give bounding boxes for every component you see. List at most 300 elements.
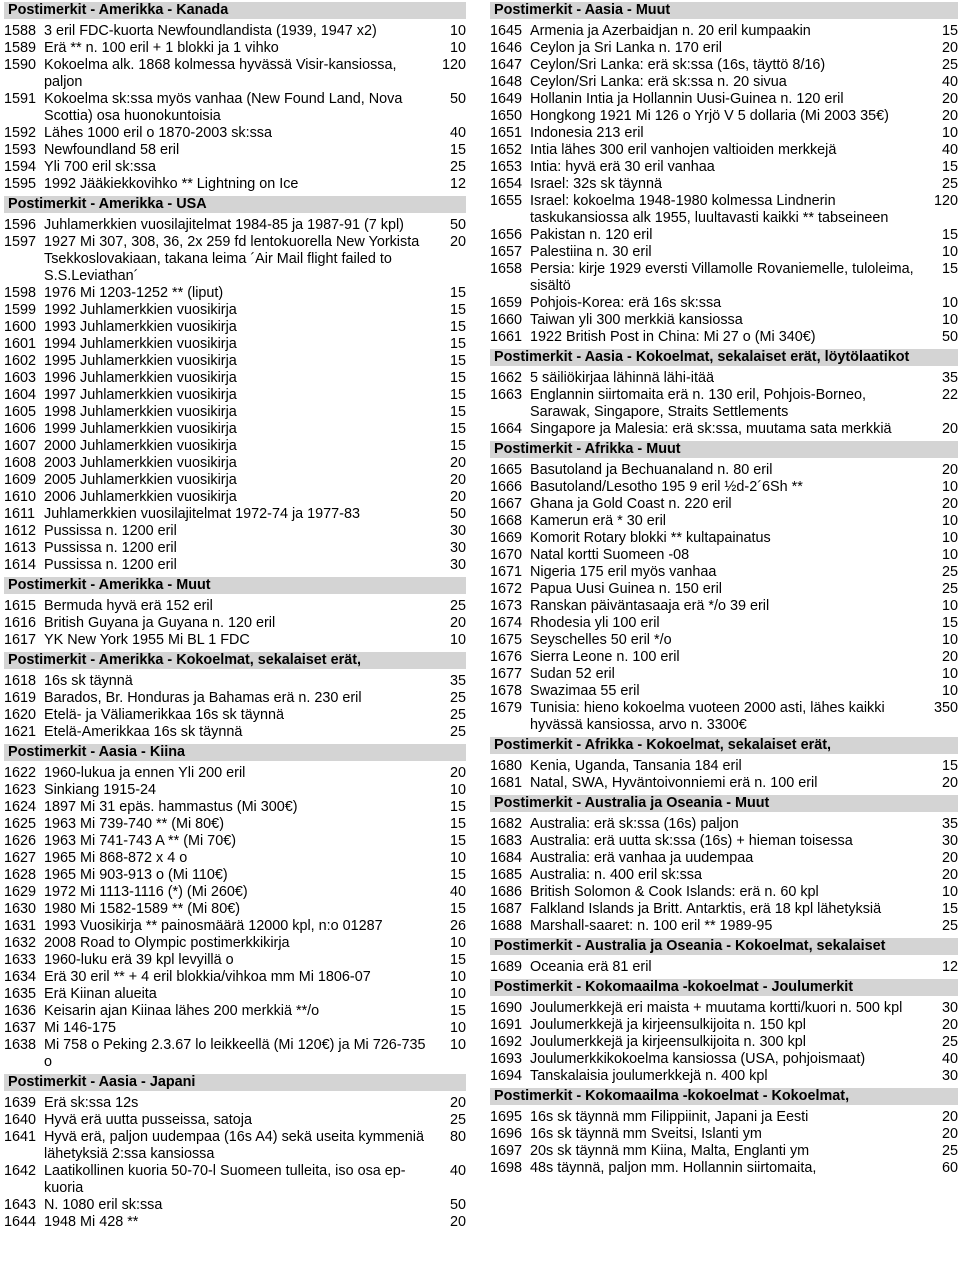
lot-number: 1680 (490, 758, 523, 774)
lot-row (4, 387, 466, 404)
lot-row (4, 540, 466, 557)
lot-price: 10 (449, 23, 466, 39)
lot-price: 15 (449, 285, 466, 301)
lot-number: 1645 (490, 23, 523, 39)
lot-price: 25 (449, 598, 466, 614)
lot-description: 1963 Mi 741-743 A ** (Mi 70€) (44, 833, 236, 849)
lot-row (4, 690, 466, 707)
lot-price: 10 (449, 40, 466, 56)
lot-price: 15 (449, 1003, 466, 1019)
lot-description: Etelä- ja Väliamerikkaa 16s sk täynnä (44, 707, 284, 723)
lot-row (4, 40, 466, 57)
lot-number: 1622 (4, 765, 37, 781)
lot-row (4, 23, 466, 40)
lot-number: 1626 (4, 833, 37, 849)
lot-row (4, 935, 466, 952)
lot-row (4, 884, 466, 901)
lot-row (490, 329, 958, 346)
lot-description: Intia: hyvä erä 30 eril vanhaa (530, 159, 715, 175)
lot-row (490, 833, 958, 850)
lot-description: Bermuda hyvä erä 152 eril (44, 598, 213, 614)
lot-description: 1965 Mi 868-872 x 4 o (44, 850, 188, 866)
lot-row (490, 479, 958, 496)
lot-number: 1671 (490, 564, 523, 580)
lot-description: Swazimaa 55 eril (530, 683, 640, 699)
lot-row (4, 57, 466, 91)
lot-price: 20 (941, 1126, 958, 1142)
lot-row (4, 455, 466, 472)
lot-number: 1603 (4, 370, 37, 386)
lot-number: 1681 (490, 775, 523, 791)
lot-number: 1663 (490, 387, 523, 403)
lot-row (4, 1163, 466, 1197)
lot-description: Seyschelles 50 eril */o (530, 632, 672, 648)
lot-number: 1664 (490, 421, 523, 437)
lot-row (490, 959, 958, 976)
lot-price: 15 (941, 758, 958, 774)
lot-number: 1632 (4, 935, 37, 951)
lot-description: 1972 Mi 1113-1116 (*) (Mi 260€) (44, 884, 248, 900)
lot-description: Israel: kokoelma 1948-1980 kolmessa Lindnerin taskukansiossa alk 1955, luultavasti kaikki ** tabseineen (530, 193, 889, 226)
right-column (480, 0, 960, 1281)
catalog-section (490, 441, 958, 734)
lot-row (4, 816, 466, 833)
lot-number: 1614 (4, 557, 37, 573)
lot-row (490, 1126, 958, 1143)
lot-description: Pussissa n. 1200 eril (44, 557, 177, 573)
lot-row (490, 758, 958, 775)
lot-price: 25 (941, 57, 958, 73)
lot-price: 15 (449, 867, 466, 883)
lot-price: 20 (941, 775, 958, 791)
lot-description: Hyvä erä, paljon uudempaa (16s A4) sekä useita kymmeniä lähetyksiä 2:ssa kansiossa (44, 1129, 424, 1162)
lot-description: Juhlamerkkien vuosilajitelmat 1972-74 ja 1977-83 (44, 506, 360, 522)
lot-number: 1594 (4, 159, 37, 175)
lot-price: 30 (941, 1068, 958, 1084)
lot-description: Oceania erä 81 eril (530, 959, 652, 975)
lot-price: 25 (449, 724, 466, 740)
lot-description: Palestiina n. 30 eril (530, 244, 652, 260)
lot-price: 15 (449, 353, 466, 369)
lot-number: 1608 (4, 455, 37, 471)
lot-row (490, 176, 958, 193)
lot-number: 1616 (4, 615, 37, 631)
lot-price: 25 (449, 690, 466, 706)
lot-number: 1667 (490, 496, 523, 512)
lot-number: 1619 (4, 690, 37, 706)
lot-description: 1993 Vuosikirja ** painosmäärä 12000 kpl, n:o 01287 (44, 918, 383, 934)
lot-row (490, 312, 958, 329)
lot-price: 10 (941, 125, 958, 141)
lot-number: 1613 (4, 540, 37, 556)
lot-description: 3 eril FDC-kuorta Newfoundlandista (1939, 1947 x2) (44, 23, 377, 39)
lot-number: 1649 (490, 91, 523, 107)
lot-number: 1599 (4, 302, 37, 318)
lot-description: Sinkiang 1915-24 (44, 782, 157, 798)
catalog-section (490, 737, 958, 792)
lot-price: 40 (941, 142, 958, 158)
lot-price: 15 (941, 615, 958, 631)
lot-row (490, 547, 958, 564)
lot-row (490, 370, 958, 387)
lot-price: 12 (449, 176, 466, 192)
lot-row (490, 125, 958, 142)
lot-number: 1609 (4, 472, 37, 488)
lot-row (4, 765, 466, 782)
lot-price: 10 (941, 547, 958, 563)
lot-price: 20 (449, 489, 466, 505)
lot-row (4, 918, 466, 935)
lot-number: 1611 (4, 506, 35, 522)
lot-price: 20 (941, 91, 958, 107)
lot-row (4, 217, 466, 234)
lot-price: 25 (941, 1034, 958, 1050)
lot-description: Kokoelma sk:ssa myös vanhaa (New Found Land, Nova Scottia) osa huonokuntoisia (44, 91, 403, 124)
lot-description: Persia: kirje 1929 eversti Villamolle Rovaniemelle, tuloleima, sisältö (530, 261, 914, 294)
lot-description: Juhlamerkkien vuosilajitelmat 1984-85 ja 1987-91 (7 kpl) (44, 217, 404, 233)
lot-description: Australia: erä vanhaa ja uudempaa (530, 850, 754, 866)
lot-row (490, 74, 958, 91)
lot-number: 1595 (4, 176, 37, 192)
lot-description: Pussissa n. 1200 eril (44, 523, 177, 539)
lot-row (490, 244, 958, 261)
lot-price: 35 (449, 673, 466, 689)
lot-price: 40 (941, 1051, 958, 1067)
lot-price: 20 (941, 1017, 958, 1033)
lot-number: 1605 (4, 404, 37, 420)
lot-price: 20 (941, 40, 958, 56)
lot-row (4, 234, 466, 285)
lot-price: 20 (449, 1095, 466, 1111)
lot-number: 1641 (4, 1129, 37, 1145)
lot-row (490, 564, 958, 581)
lot-number: 1647 (490, 57, 523, 73)
lot-price: 10 (941, 513, 958, 529)
lot-row (490, 1017, 958, 1034)
lot-number: 1697 (490, 1143, 523, 1159)
lot-description: 20s sk täynnä mm Kiina, Malta, Englanti ym (530, 1143, 810, 1159)
lot-row (4, 833, 466, 850)
lot-number: 1690 (490, 1000, 523, 1016)
lot-number: 1657 (490, 244, 523, 260)
lot-number: 1655 (490, 193, 523, 209)
lot-number: 1604 (4, 387, 37, 403)
lot-number: 1629 (4, 884, 37, 900)
lot-price: 120 (933, 193, 958, 209)
lot-number: 1597 (4, 234, 37, 250)
lot-number: 1651 (490, 125, 523, 141)
lot-price: 22 (941, 387, 958, 403)
lot-number: 1659 (490, 295, 523, 311)
lot-description: Laatikollinen kuoria 50-70-l Suomeen tulleita, iso osa ep-kuoria (44, 1163, 406, 1196)
lot-number: 1638 (4, 1037, 37, 1053)
catalog-section (4, 577, 466, 649)
lot-number: 1682 (490, 816, 523, 832)
lot-price: 15 (449, 816, 466, 832)
lot-price: 10 (449, 1037, 466, 1053)
lot-price: 15 (449, 421, 466, 437)
lot-number: 1698 (490, 1160, 523, 1176)
section-heading: Postimerkit - Kokomaailma -kokoelmat - Joulumerkit (490, 979, 958, 996)
lot-number: 1687 (490, 901, 523, 917)
lot-number: 1668 (490, 513, 523, 529)
lot-description: Joulumerkkejä ja kirjeensulkijoita n. 300 kpl (530, 1034, 806, 1050)
lot-number: 1592 (4, 125, 37, 141)
lot-row (4, 285, 466, 302)
lot-row (490, 615, 958, 632)
lot-price: 10 (941, 884, 958, 900)
lot-number: 1602 (4, 353, 37, 369)
lot-row (4, 302, 466, 319)
lot-row (4, 1129, 466, 1163)
lot-description: 1927 Mi 307, 308, 36, 2x 259 fd lentokuorella New Yorkista Tsekkoslovakiaan, takana leima ´Air Mail flight failed to S.S.Leviathan´ (44, 234, 420, 284)
lot-price: 15 (449, 319, 466, 335)
lot-description: Natal, SWA, Hyväntoivonniemi erä n. 100 eril (530, 775, 818, 791)
lot-description: Joulumerkkikokoelma kansiossa (USA, pohjoismaat) (530, 1051, 866, 1067)
lot-description: Hongkong 1921 Mi 126 o Yrjö V 5 dollaria (Mi 2003 35€) (530, 108, 889, 124)
lot-price: 15 (449, 404, 466, 420)
lot-price: 25 (941, 176, 958, 192)
lot-number: 1620 (4, 707, 37, 723)
lot-number: 1662 (490, 370, 523, 386)
catalog-section (4, 2, 466, 193)
lot-row (4, 598, 466, 615)
lot-price: 15 (449, 302, 466, 318)
lot-row (4, 353, 466, 370)
lot-price: 20 (941, 850, 958, 866)
lot-description: Ceylon ja Sri Lanka n. 170 eril (530, 40, 722, 56)
lot-description: Mi 146-175 (44, 1020, 116, 1036)
lot-row (490, 513, 958, 530)
lot-price: 25 (449, 707, 466, 723)
lot-row (490, 23, 958, 40)
lot-number: 1623 (4, 782, 37, 798)
lot-number: 1683 (490, 833, 523, 849)
lot-row (4, 421, 466, 438)
lot-price: 10 (941, 312, 958, 328)
lot-number: 1685 (490, 867, 523, 883)
lot-price: 10 (941, 632, 958, 648)
lot-row (4, 986, 466, 1003)
lot-price: 10 (941, 295, 958, 311)
lot-row (490, 1143, 958, 1160)
lot-description: Barados, Br. Honduras ja Bahamas erä n. 230 eril (44, 690, 362, 706)
lot-row (490, 91, 958, 108)
lot-description: Papua Uusi Guinea n. 150 eril (530, 581, 722, 597)
catalog-section (4, 196, 466, 574)
lot-price: 10 (449, 782, 466, 798)
lot-description: Kokoelma alk. 1868 kolmessa hyvässä Visir-kansiossa, paljon (44, 57, 397, 90)
lot-number: 1634 (4, 969, 37, 985)
lot-description: 2003 Juhlamerkkien vuosikirja (44, 455, 237, 471)
catalog-section (490, 1088, 958, 1177)
lot-row (4, 489, 466, 506)
lot-row (4, 673, 466, 690)
lot-row (4, 1095, 466, 1112)
section-heading: Postimerkit - Aasia - Kiina (4, 744, 466, 761)
lot-row (4, 1020, 466, 1037)
lot-price: 40 (941, 74, 958, 90)
lot-price: 10 (449, 986, 466, 1002)
lot-number: 1624 (4, 799, 37, 815)
lot-price: 20 (449, 472, 466, 488)
lot-row (4, 159, 466, 176)
lot-description: Tunisia: hieno kokoelma vuoteen 2000 asti, lähes kaikki hyvässä kansiossa, arvo n. 3300€ (530, 700, 885, 733)
lot-row (490, 387, 958, 421)
lot-row (490, 867, 958, 884)
lot-row (490, 462, 958, 479)
lot-price: 10 (449, 850, 466, 866)
lot-number: 1644 (4, 1214, 37, 1230)
lot-description: 1998 Juhlamerkkien vuosikirja (44, 404, 237, 420)
catalog-section (4, 1074, 466, 1231)
lot-price: 30 (941, 833, 958, 849)
lot-description: 1993 Juhlamerkkien vuosikirja (44, 319, 237, 335)
lot-description: Falkland Islands ja Britt. Antarktis, erä 18 kpl lähetyksiä (530, 901, 882, 917)
lot-number: 1590 (4, 57, 37, 73)
lot-description: Tanskalaisia joulumerkkejä n. 400 kpl (530, 1068, 768, 1084)
lot-row (4, 125, 466, 142)
section-heading: Postimerkit - Kokomaailma -kokoelmat - Kokoelmat, (490, 1088, 958, 1105)
lot-number: 1665 (490, 462, 523, 478)
lot-row (4, 370, 466, 387)
lot-price: 15 (449, 799, 466, 815)
lot-number: 1666 (490, 479, 523, 495)
lot-row (4, 724, 466, 741)
lot-number: 1670 (490, 547, 523, 563)
lot-price: 15 (449, 336, 466, 352)
lot-description: Singapore ja Malesia: erä sk:ssa, muutama sata merkkiä (530, 421, 892, 437)
lot-row (4, 438, 466, 455)
section-heading: Postimerkit - Australia ja Oseania - Kokoelmat, sekalaiset (490, 938, 958, 955)
lot-number: 1639 (4, 1095, 37, 1111)
lot-row (490, 193, 958, 227)
lot-description: Joulumerkkejä eri maista + muutama kortti/kuori n. 500 kpl (530, 1000, 903, 1016)
lot-number: 1694 (490, 1068, 523, 1084)
lot-description: 1994 Juhlamerkkien vuosikirja (44, 336, 237, 352)
lot-number: 1627 (4, 850, 37, 866)
catalog-section (4, 652, 466, 741)
lot-row (4, 404, 466, 421)
lot-number: 1646 (490, 40, 523, 56)
lot-price: 10 (941, 683, 958, 699)
lot-number: 1677 (490, 666, 523, 682)
lot-row (490, 108, 958, 125)
lot-number: 1652 (490, 142, 523, 158)
lot-row (490, 227, 958, 244)
lot-number: 1673 (490, 598, 523, 614)
lot-price: 120 (441, 57, 466, 73)
lot-row (490, 666, 958, 683)
lot-price: 15 (449, 387, 466, 403)
lot-description: YK New York 1955 Mi BL 1 FDC (44, 632, 250, 648)
lot-number: 1658 (490, 261, 523, 277)
lot-price: 25 (941, 564, 958, 580)
lot-description: 1997 Juhlamerkkien vuosikirja (44, 387, 237, 403)
lot-price: 35 (941, 816, 958, 832)
lot-description: Australia: n. 400 eril sk:ssa (530, 867, 702, 883)
lot-number: 1661 (490, 329, 523, 345)
lot-description: Sierra Leone n. 100 eril (530, 649, 680, 665)
lot-description: 1960-lukua ja ennen Yli 200 eril (44, 765, 246, 781)
lot-description: Erä 30 eril ** + 4 eril blokkia/vihkoa mm Mi 1806-07 (44, 969, 371, 985)
lot-price: 40 (449, 125, 466, 141)
lot-number: 1675 (490, 632, 523, 648)
lot-price: 30 (449, 557, 466, 573)
lot-description: British Solomon & Cook Islands: erä n. 60 kpl (530, 884, 819, 900)
lot-row (490, 649, 958, 666)
lot-row (4, 615, 466, 632)
lot-number: 1678 (490, 683, 523, 699)
lot-description: Australia: erä uutta sk:ssa (16s) + hieman toisessa (530, 833, 853, 849)
lot-row (490, 1109, 958, 1126)
lot-description: Etelä-Amerikkaa 16s sk täynnä (44, 724, 243, 740)
lot-description: Hollanin Intia ja Hollannin Uusi-Guinea n. 120 eril (530, 91, 844, 107)
lot-price: 350 (933, 700, 958, 716)
lot-number: 1596 (4, 217, 37, 233)
section-heading: Postimerkit - Aasia - Japani (4, 1074, 466, 1091)
lot-description: Kamerun erä * 30 eril (530, 513, 666, 529)
lot-price: 25 (941, 1143, 958, 1159)
lot-row (4, 1037, 466, 1071)
lot-row (4, 142, 466, 159)
lot-description: Nigeria 175 eril myös vanhaa (530, 564, 717, 580)
lot-price: 20 (941, 649, 958, 665)
lot-description: Erä sk:ssa 12s (44, 1095, 139, 1111)
lot-row (490, 40, 958, 57)
lot-number: 1621 (4, 724, 37, 740)
lot-row (4, 523, 466, 540)
lot-description: Mi 758 o Peking 2.3.67 lo leikkeellä (Mi 120€) ja Mi 726-735 o (44, 1037, 426, 1070)
lot-price: 12 (941, 959, 958, 975)
lot-number: 1642 (4, 1163, 37, 1179)
lot-description: Ceylon/Sri Lanka: erä sk:ssa (16s, täyttö 8/16) (530, 57, 826, 73)
lot-row (4, 901, 466, 918)
lot-row (490, 700, 958, 734)
lot-price: 60 (941, 1160, 958, 1176)
lot-number: 1637 (4, 1020, 37, 1036)
section-heading: Postimerkit - Amerikka - USA (4, 196, 466, 213)
lot-price: 15 (449, 438, 466, 454)
lot-price: 30 (449, 523, 466, 539)
lot-price: 20 (941, 867, 958, 883)
lot-price: 10 (941, 598, 958, 614)
lot-price: 10 (941, 530, 958, 546)
lot-price: 10 (449, 632, 466, 648)
lot-number: 1591 (4, 91, 37, 107)
lot-description: 1992 Juhlamerkkien vuosikirja (44, 302, 237, 318)
lot-row (4, 850, 466, 867)
lot-number: 1610 (4, 489, 37, 505)
lot-description: Yli 700 eril sk:ssa (44, 159, 156, 175)
lot-price: 20 (449, 455, 466, 471)
lot-description: 1897 Mi 31 epäs. hammastus (Mi 300€) (44, 799, 298, 815)
lot-number: 1695 (490, 1109, 523, 1125)
lot-number: 1653 (490, 159, 523, 175)
lot-description: Israel: 32s sk täynnä (530, 176, 662, 192)
section-heading: Postimerkit - Amerikka - Muut (4, 577, 466, 594)
lot-price: 10 (449, 1020, 466, 1036)
lot-description: 1922 British Post in China: Mi 27 o (Mi 340€) (530, 329, 816, 345)
lot-description: Erä Kiinan alueita (44, 986, 157, 1002)
lot-row (490, 421, 958, 438)
lot-row (490, 496, 958, 513)
lot-number: 1635 (4, 986, 37, 1002)
lot-row (4, 557, 466, 574)
lot-number: 1640 (4, 1112, 37, 1128)
lot-description: Kenia, Uganda, Tansania 184 eril (530, 758, 742, 774)
lot-price: 40 (449, 884, 466, 900)
